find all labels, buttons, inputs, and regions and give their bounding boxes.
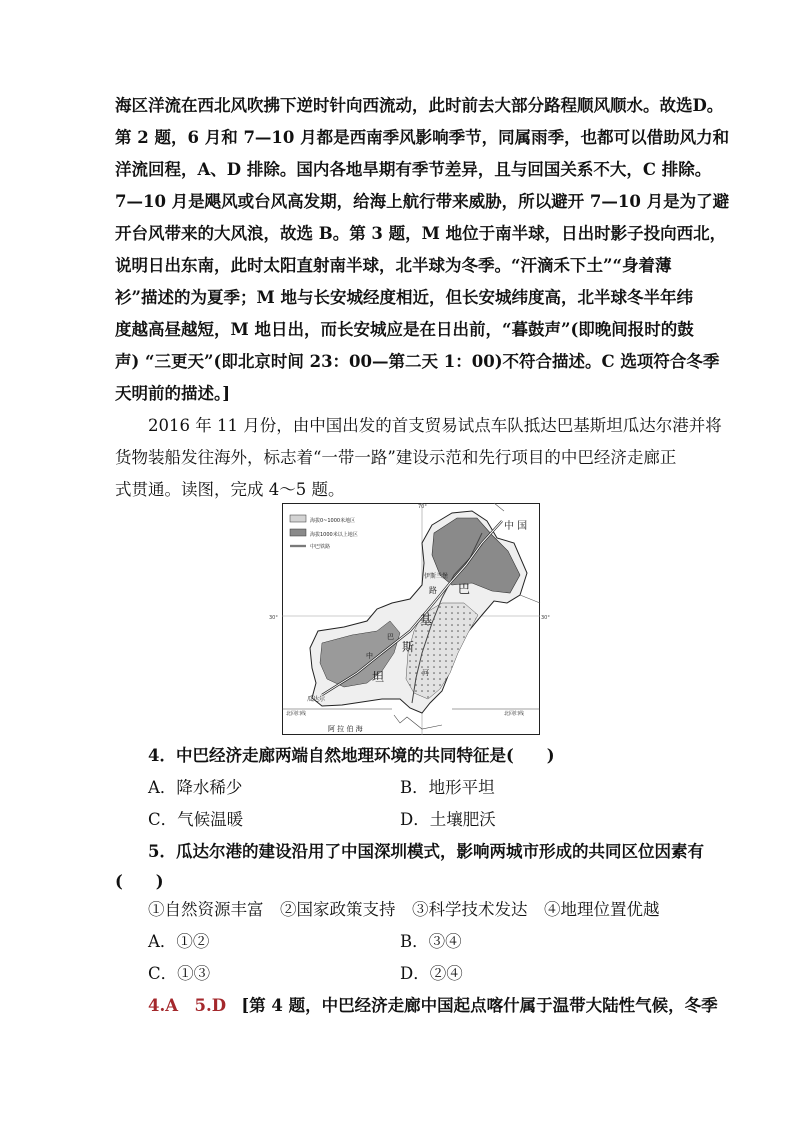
china-label: 中 国 (504, 521, 528, 532)
legend-lowland-label: 海拔0~1000米地区 (310, 518, 356, 524)
legend-lowland-swatch (290, 515, 306, 522)
explanation-line-6: 说明日出东南，此时太阳直射南半球，北半球为冬季。“汗滴禾下土”“身着薄 (115, 256, 672, 275)
legend-highland-swatch (290, 529, 306, 536)
map-char-road: 路 (429, 586, 437, 595)
tropic-right-label: 北回归线 (504, 711, 525, 717)
q5-stem-line-1: 5．瓜达尔港的建设沿用了中国深圳模式，影响两城市形成的共同区位因素有 (148, 842, 704, 861)
q4-option-b: B．地形平坦 (400, 778, 495, 797)
answer-explanation: [第 4 题，中巴经济走廊中国起点喀什属于温带大陆性气候，冬季 (241, 996, 718, 1015)
pakistan-map-figure (269, 503, 550, 735)
q5-option-d: D．②④ (400, 964, 463, 983)
legend-highland-label: 海拔1000米以上地区 (310, 532, 358, 538)
map-char-si: 斯 (402, 640, 415, 654)
q5-stem-line-2: ( ) (115, 872, 164, 891)
map-char-pa: 巴 (458, 582, 471, 596)
map-char-ji: 基 (420, 613, 433, 627)
q4-option-d: D．土壤肥沃 (400, 810, 496, 829)
gwadar-label: 瓜达尔 (307, 696, 326, 703)
explanation-line-5: 开台风带来的大风浪，故选 B。第 3 题，M 地位于南半球，日出时影子投向西北， (115, 224, 727, 243)
q4-option-c: C．气候温暖 (148, 810, 244, 829)
lon-70-label: 70° (418, 504, 427, 510)
q5-items: ①自然资源丰富 ②国家政策支持 ③科学技术发达 ④地理位置优越 (148, 900, 660, 919)
explanation-line-9: 声) “三更天”(即北京时间 23：00—第二天 1：00)不符合描述。C 选项符合冬季 (115, 352, 720, 371)
explanation-line-2: 第 2 题，6 月和 7—10 月都是西南季风影响季节，同属雨季，也都可以借助风力和 (115, 128, 730, 147)
map-char-zhong: 中 (366, 652, 373, 660)
explanation-line-7: 衫”描述的为夏季；M 地与长安城经度相近，但长安城纬度高，北半球冬半年纬 (115, 288, 693, 307)
explanation-line-1: 海区洋流在西北风吹拂下逆时针向西流动，此时前去大部分路程顺风顺水。故选D。 (115, 96, 724, 115)
q5-option-a: A．①② (148, 932, 210, 951)
q5-option-b: B．③④ (400, 932, 462, 951)
map-char-ba-small: 巴 (387, 633, 394, 641)
explanation-line-8: 度越高昼越短，M 地日出，而长安城应是在日出前，“暮鼓声”(即晚间报时的鼓 (115, 320, 694, 339)
intro-line-3: 式贯通。读图，完成 4～5 题。 (115, 480, 345, 499)
tropic-left-label: 北回归线 (286, 711, 307, 717)
q4-option-a: A．降水稀少 (148, 778, 243, 797)
islamabad-label: 伊斯兰堡 (424, 573, 449, 580)
explanation-line-4: 7—10 月是飓风或台风高发期，给海上航行带来威胁，所以避开 7—10 月是为了避 (115, 192, 730, 211)
intro-line-1: 2016 年 11 月份，由中国出发的首支贸易试点车队抵达巴基斯坦瓜达尔港并将 (148, 416, 722, 435)
arabian-sea-label: 阿 拉 伯 海 (328, 725, 363, 733)
q5-option-c: C．①③ (148, 964, 211, 983)
q4-stem: 4．中巴经济走廊两端自然地理环境的共同特征是( ) (148, 746, 555, 765)
map-char-he: 河 (422, 669, 429, 677)
lat-30-left-label: 30° (269, 615, 278, 621)
answer-line (148, 996, 718, 1016)
legend-railway-label: 中巴铁路 (310, 544, 331, 550)
answer-key: 4.A 5.D (148, 996, 227, 1015)
map-char-tan: 坦 (372, 670, 385, 684)
explanation-line-10: 天明前的描述。] (115, 384, 231, 403)
explanation-line-3: 洋流回程，A、D 排除。国内各地旱期有季节差异，且与回国关系不大，C 排除。 (115, 160, 712, 179)
lat-30-right-label: 30° (541, 615, 550, 621)
intro-line-2: 货物装船发往海外，标志着“一带一路”建设示范和先行项目的中巴经济走廊正 (115, 448, 677, 467)
